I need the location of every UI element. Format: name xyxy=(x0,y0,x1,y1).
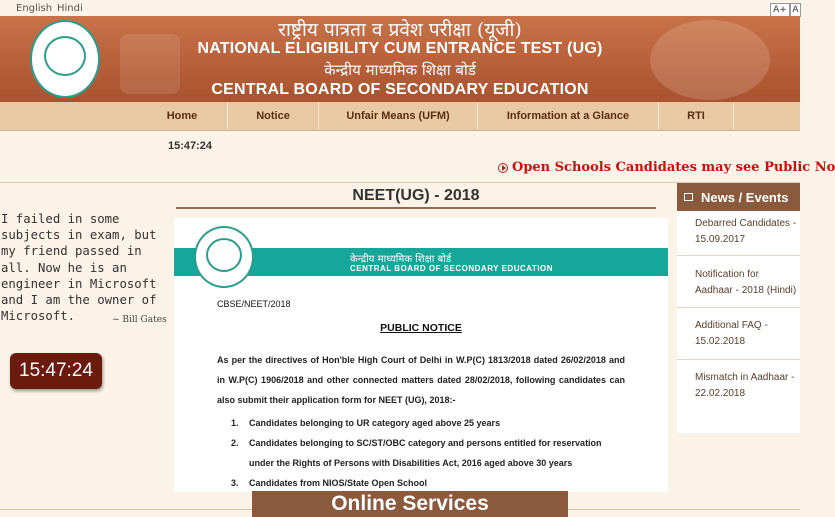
news-separator xyxy=(677,255,800,256)
notice-list-number: 2. xyxy=(231,438,239,448)
board-english: CENTRAL BOARD OF SECONDARY EDUCATION xyxy=(211,81,589,98)
lang-english-link[interactable]: English xyxy=(16,3,53,14)
notice-list-number: 3. xyxy=(231,478,239,488)
title-rule xyxy=(176,207,656,209)
news-item-line2: 15.02.2018 xyxy=(695,336,746,347)
nav-rti[interactable]: RTI xyxy=(659,102,734,130)
notice-list-text: Candidates belonging to SC/ST/OBC category and persons entitled for reservation xyxy=(249,438,602,448)
clock-small: 15:47:24 xyxy=(168,140,213,152)
news-item-line1: Additional FAQ - xyxy=(695,320,768,331)
play-circle-icon xyxy=(498,163,508,173)
news-events-title: News / Events xyxy=(701,190,789,205)
news-item-line2: 22.02.2018 xyxy=(695,388,746,399)
quote-text: I failed in some subjects in exam, but my friend passed in all. Now he is an engineer in Microsoft and I am the owner of Microsoft. xyxy=(1,212,157,324)
font-increase-button[interactable]: A+ xyxy=(770,3,790,17)
online-services-heading: Online Services xyxy=(252,491,568,517)
nav-information[interactable]: Information at a Glance xyxy=(478,102,659,130)
title-hindi: राष्ट्रीय पात्रता व प्रवेश परीक्षा (यूजी) xyxy=(278,19,522,41)
notice-list-text: under the Rights of Persons with Disabilities Act, 2016 aged above 30 years xyxy=(249,458,573,468)
notice-board-hindi: केन्द्रीय माध्यमिक शिक्षा बोर्ड xyxy=(350,254,452,265)
notice-emblem-icon xyxy=(206,238,242,272)
clock-big: 15:47:24 xyxy=(10,353,102,389)
news-icon xyxy=(684,193,693,201)
top-bar xyxy=(0,0,800,16)
news-item-notification[interactable] xyxy=(695,267,800,299)
header-banner xyxy=(0,16,800,102)
news-item-line2: 15.09.2017 xyxy=(695,234,746,245)
notice-list-text: Candidates belonging to UR category aged above 25 years xyxy=(249,418,501,428)
news-item-mismatch[interactable] xyxy=(695,370,800,402)
notice-heading: PUBLIC NOTICE xyxy=(380,322,462,334)
notice-paragraph: As per the directives of Hon'ble High Court of Delhi in W.P(C) 1813/2018 dated 26/02/2018 and in W.P(C) 1906/2018 and other connected matters dated 28/02/2018, following candidates can also submit their application form for NEET (UG), 2018:- xyxy=(217,355,625,405)
page-title: NEET(UG) - 2018 xyxy=(352,187,480,204)
news-events-panel xyxy=(677,183,800,433)
nav-notice[interactable]: Notice xyxy=(228,102,319,130)
news-item-debarred[interactable] xyxy=(695,216,800,248)
notice-list-number: 1. xyxy=(231,418,239,428)
main-nav xyxy=(0,102,800,131)
nav-unfair-means[interactable]: Unfair Means (UFM) xyxy=(319,102,478,130)
lang-hindi-link[interactable]: Hindi xyxy=(57,3,83,14)
news-separator xyxy=(677,359,800,360)
notice-reference: CBSE/NEET/2018 xyxy=(217,299,291,309)
news-item-line2: Aadhaar - 2018 (Hindi) xyxy=(695,285,797,296)
notice-list-text: Candidates from NIOS/State Open School xyxy=(249,478,428,488)
news-item-line1: Debarred Candidates - xyxy=(695,218,797,229)
news-events-header xyxy=(677,183,800,211)
public-notice-image[interactable] xyxy=(174,218,668,492)
nav-home[interactable]: Home xyxy=(137,102,228,130)
news-item-faq[interactable] xyxy=(695,318,800,350)
board-hindi: केन्द्रीय माध्यमिक शिक्षा बोर्ड xyxy=(324,61,476,79)
title-english: NATIONAL ELIGIBILITY CUM ENTRANCE TEST (UG) xyxy=(197,40,603,57)
news-separator xyxy=(677,307,800,308)
news-item-line1: Mismatch in Aadhaar - xyxy=(695,372,795,383)
font-reset-button[interactable]: A xyxy=(790,3,801,17)
notice-board-english: CENTRAL BOARD OF SECONDARY EDUCATION xyxy=(350,264,554,273)
notice-cbse-logo xyxy=(194,226,254,288)
quote-author: ~ Bill Gates xyxy=(112,315,167,325)
marquee-announcement[interactable]: Open Schools Candidates may see Public No xyxy=(512,160,835,175)
news-item-line1: Notification for xyxy=(695,269,759,280)
